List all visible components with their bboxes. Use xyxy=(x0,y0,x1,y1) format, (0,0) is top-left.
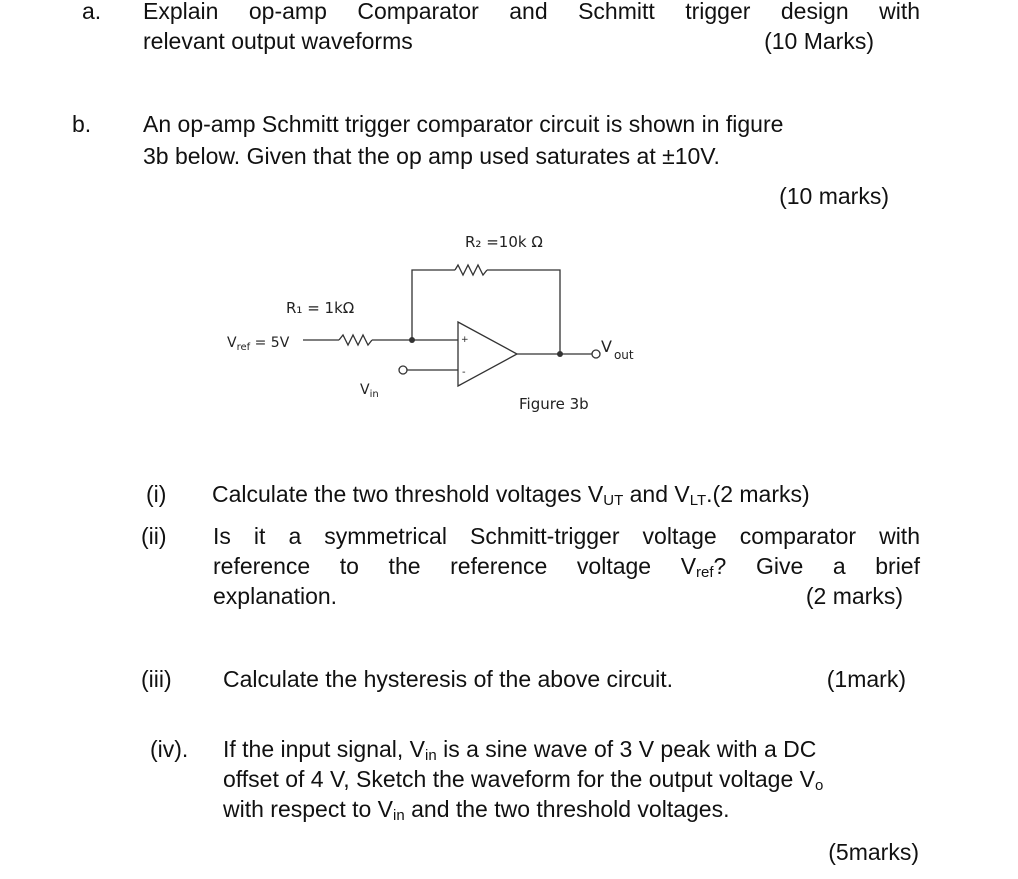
part-ii-label: (ii) xyxy=(141,523,167,549)
part-iv-label: (iv). xyxy=(150,736,189,762)
part-iv-marks: (5marks) xyxy=(828,839,919,865)
part-iii-text: Calculate the hysteresis of the above circuit. xyxy=(223,666,674,692)
schmitt-trigger-circuit-diagram xyxy=(215,225,655,425)
question-b-marks: (10 marks) xyxy=(779,183,889,209)
r1-resistor xyxy=(339,335,372,345)
op-amp-symbol xyxy=(458,322,517,386)
junction-node-input xyxy=(409,337,415,343)
r1-label: R₁ = 1kΩ xyxy=(286,299,355,317)
question-a-line1: Explain op-amp Comparator and Schmitt trigger design with xyxy=(143,0,920,24)
part-iv-line3: with respect to $V_{in}$ and the two threshold voltages. xyxy=(223,796,730,824)
part-iv-line2: offset of 4 V, Sketch the waveform for the output voltage $V_o$ xyxy=(223,766,824,794)
question-a-label: a. xyxy=(82,0,102,24)
op-amp-plus-sign: + xyxy=(461,335,469,345)
vout-label: V $_{out}$ xyxy=(601,337,634,362)
part-ii-line2: reference to the reference voltage $V_{ref}$? Give a brief xyxy=(213,553,920,581)
question-b-line2: 3b below. Given that the op amp used saturates at ±10V. xyxy=(143,143,720,169)
question-a-marks: (10 Marks) xyxy=(764,28,874,54)
part-iv-line1: If the input signal, $V_{in}$ is a sine wave of 3 V peak with a DC xyxy=(223,736,817,764)
question-a-line2: relevant output waveforms xyxy=(143,28,413,54)
part-iii-label: (iii) xyxy=(141,666,172,692)
part-ii-line3: explanation. xyxy=(213,583,338,609)
part-ii-marks: (2 marks) xyxy=(805,583,903,609)
figure-caption: Figure 3b xyxy=(519,395,589,413)
r2-label: R₂ =10k Ω xyxy=(465,233,543,251)
feedback-wire-right xyxy=(487,270,560,354)
part-ii-line1: Is it a symmetrical Schmitt-trigger voltage comparator with xyxy=(213,523,920,549)
part-i-label: (i) xyxy=(146,481,167,507)
vout-terminal xyxy=(592,350,600,358)
vref-label: $V_{ref} = 5V$ xyxy=(227,335,290,353)
feedback-wire-left xyxy=(412,270,455,340)
op-amp-minus-sign: - xyxy=(462,367,466,378)
part-iii-marks: (1mark) xyxy=(826,666,906,692)
question-b-line1: An op-amp Schmitt trigger comparator circuit is shown in figure xyxy=(143,111,784,137)
question-b-label: b. xyxy=(72,111,92,137)
vin-terminal xyxy=(399,366,407,374)
vin-label: $V_{in}$ xyxy=(360,382,379,400)
part-i-text: Calculate the two threshold voltages $V_{UT}$ and $V_{LT}.(2$ marks) xyxy=(212,481,810,509)
r2-resistor xyxy=(455,265,487,275)
junction-node-output xyxy=(557,351,563,357)
